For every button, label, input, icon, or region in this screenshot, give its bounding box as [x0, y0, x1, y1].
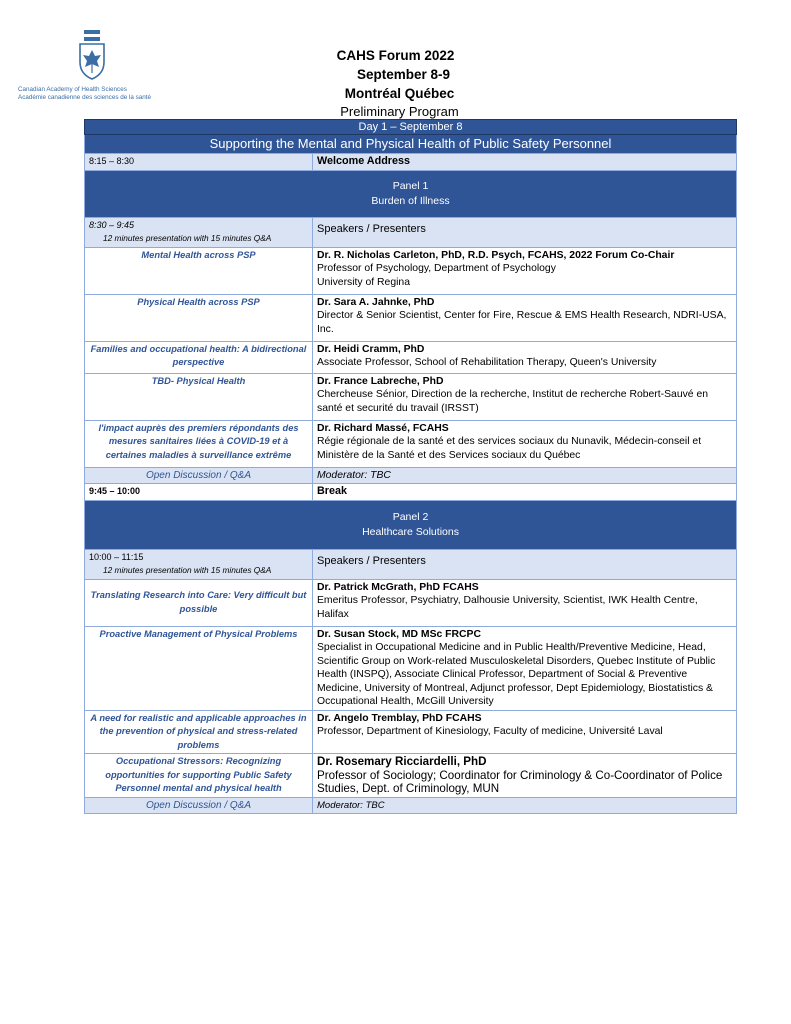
- logo-name-french: Académie canadienne des sciences de la santé: [18, 94, 152, 101]
- discussion-label: Open Discussion / Q&A: [85, 797, 313, 814]
- speaker-cell: [313, 373, 737, 420]
- speaker-name: Dr. Angelo Tremblay, PhD FCAHS: [317, 712, 482, 724]
- panel1-session-row: [85, 420, 737, 467]
- panel2-speakers-header: Speakers / Presenters: [313, 549, 737, 579]
- panel2-session-row: [85, 626, 737, 710]
- panel2-format: 12 minutes presentation with 15 minutes Q&A: [103, 565, 272, 575]
- panel1-format: 12 minutes presentation with 15 minutes Q&A: [103, 233, 272, 243]
- speaker-name: Dr. Heidi Cramm, PhD: [317, 343, 425, 355]
- panel1-discussion-row: [85, 467, 737, 484]
- panel1-time-cell: [85, 217, 313, 247]
- session-topic: Families and occupational health: A bidirectional perspective: [85, 341, 313, 373]
- speaker-name: Dr. R. Nicholas Carleton, PhD, R.D. Psych, FCAHS, 2022 Forum Co-Chair: [317, 249, 675, 261]
- speaker-cell: [313, 710, 737, 754]
- speaker-cell: [313, 579, 737, 626]
- panel1-time-row: [85, 217, 737, 247]
- welcome-time: 8:15 – 8:30: [85, 154, 313, 171]
- forum-theme: Supporting the Mental and Physical Health of Public Safety Personnel: [85, 135, 737, 154]
- session-topic: TBD- Physical Health: [85, 373, 313, 420]
- panel1-session-row: [85, 341, 737, 373]
- speaker-cell: [313, 420, 737, 467]
- break-time: 9:45 – 10:00: [85, 484, 313, 501]
- forum-dates: September 8-9: [356, 67, 451, 82]
- speaker-name: Dr. Sara A. Jahnke, PhD: [317, 296, 435, 308]
- speaker-affiliation: Chercheuse Sénior, Direction de la recherche, Institut de recherche Robert-Sauvé en santé et securité du travail (IRSST): [317, 389, 709, 414]
- logo-name-english: Canadian Academy of Health Sciences: [18, 86, 127, 93]
- moderator-label: Moderator: TBC: [313, 797, 737, 814]
- discussion-label: Open Discussion / Q&A: [85, 467, 313, 484]
- panel2-time: 10:00 – 11:15: [89, 551, 144, 562]
- session-topic: Occupational Stressors: Recognizing opportunities for supporting Public Safety Personnel mental and physical health: [85, 754, 313, 798]
- speaker-affiliation: Professor of Psychology, Department of Psychology: [317, 263, 556, 274]
- speaker-affiliation: Emeritus Professor, Psychiatry, Dalhousie University, Scientist, IWK Health Centre, Halifax: [317, 595, 698, 620]
- panel2-session-row: [85, 754, 737, 798]
- session-topic: l'impact auprès des premiers répondants des mesures sanitaires liées à COVID-19 et à certaines maladies à surveillance extrême: [85, 420, 313, 467]
- panel2-heading: [85, 500, 737, 549]
- panel1-heading: [85, 170, 737, 217]
- speaker-name: Dr. France Labreche, PhD: [317, 375, 444, 387]
- panel2-time-cell: [85, 549, 313, 579]
- speaker-cell: [313, 341, 737, 373]
- program-table: [84, 119, 737, 814]
- speaker-name: Dr. Susan Stock, MD MSc FRCPC: [317, 628, 481, 640]
- forum-city: Montréal Québec: [344, 86, 455, 101]
- moderator-label: Moderator: TBC: [313, 467, 737, 484]
- panel1-time: 8:30 – 9:45: [89, 219, 135, 230]
- session-topic: Mental Health across PSP: [85, 247, 313, 294]
- session-topic: [85, 579, 313, 626]
- break-label: Break: [313, 484, 737, 501]
- panel2-subtitle: Healthcare Solutions: [362, 525, 459, 538]
- panel1-subtitle: Burden of Illness: [371, 194, 450, 207]
- speaker-affiliation: Professor, Department of Kinesiology, Faculty of medicine, Université Laval: [317, 726, 663, 737]
- day-label: Day 1 – September 8: [85, 120, 737, 135]
- panel2-discussion-row: [85, 797, 737, 814]
- panel1-session-row: [85, 294, 737, 341]
- panel2-title: Panel 2: [392, 510, 429, 523]
- panel2-session-row: [85, 710, 737, 754]
- panel1-speakers-header: Speakers / Presenters: [313, 217, 737, 247]
- panel1-session-row: [85, 373, 737, 420]
- session-topic: Physical Health across PSP: [85, 294, 313, 341]
- welcome-row: [85, 154, 737, 171]
- speaker-name: Dr. Rosemary Ricciardelli, PhD: [317, 755, 487, 768]
- speaker-affiliation: Régie régionale de la santé et des services sociaux du Nunavik, Médecin-conseil et Ministère de la Santé et des Services sociaux du Québec: [317, 436, 702, 461]
- speaker-affiliation: Director & Senior Scientist, Center for Fire, Rescue & EMS Health Research, NDRI-USA, Inc.: [317, 310, 727, 335]
- welcome-label: Welcome Address: [313, 154, 737, 171]
- theme-row: [85, 135, 737, 154]
- program-subtitle: Preliminary Program: [340, 104, 459, 119]
- speaker-cell: [313, 294, 737, 341]
- break-row: [85, 484, 737, 501]
- speaker-cell: [313, 247, 737, 294]
- session-topic: A need for realistic and applicable approaches in the prevention of physical and stress-related problems: [85, 710, 313, 754]
- speaker-cell: [313, 754, 737, 798]
- session-topic-text: Translating Research into Care: Very difficult but possible: [90, 590, 307, 614]
- panel2-header-row: [85, 500, 737, 549]
- session-topic: Proactive Management of Physical Problems: [85, 626, 313, 710]
- day-header-row: [85, 120, 737, 135]
- speaker-affiliation: Specialist in Occupational Medicine and in Public Health/Preventive Medicine, Head, Scientific Group on Work-related Musculoskeletal Disorders, Quebec Institute of Public Health (INSPQ), Associate Clinical Professor, Department of Social & Preventive Medicine, University of Montreal, Adjunct professor, Dept Epidemiology, Biostatistics & Occupational Health, McGill University: [317, 642, 716, 707]
- panel2-session-row: [85, 579, 737, 626]
- panel1-session-row: [85, 247, 737, 294]
- speaker-affiliation: Associate Professor, School of Rehabilitation Therapy, Queen's University: [317, 357, 657, 368]
- speaker-affiliation: University of Regina: [317, 276, 410, 288]
- panel1-header-row: [85, 170, 737, 217]
- speaker-cell: [313, 626, 737, 710]
- speaker-name: Dr. Richard Massé, FCAHS: [317, 422, 449, 434]
- panel2-time-row: [85, 549, 737, 579]
- forum-title: CAHS Forum 2022: [336, 48, 455, 63]
- speaker-name: Dr. Patrick McGrath, PhD FCAHS: [317, 581, 479, 593]
- panel1-title: Panel 1: [392, 179, 429, 192]
- speaker-affiliation: Professor of Sociology; Coordinator for Criminology & Co-Coordinator of Police Studies, Dept. of Criminology, MUN: [317, 768, 723, 795]
